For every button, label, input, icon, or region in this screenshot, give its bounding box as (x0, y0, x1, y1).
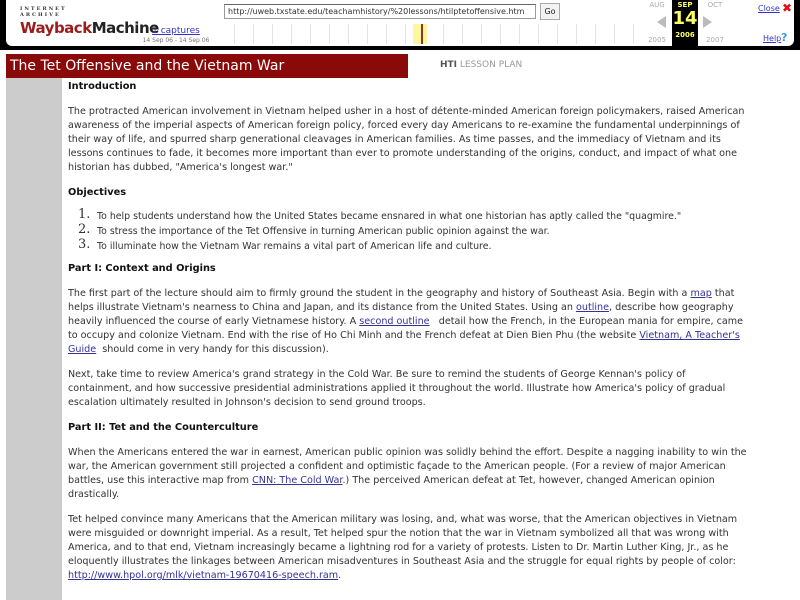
go-button[interactable]: Go (540, 3, 560, 20)
wordmark-machine: Machine (91, 19, 159, 37)
capture-timeline[interactable] (216, 24, 641, 44)
objective-item (68, 237, 748, 254)
wayback-machine-wordmark (20, 19, 159, 37)
cnn-cold-war-link[interactable]: CNN: The Cold War (252, 475, 343, 486)
text-segment: , describe how geography heavily influenced the course of early Vietnamese history. A (68, 302, 734, 327)
page-title: The Tet Offensive and the Vietnam War (10, 58, 285, 74)
objectives-heading: Objectives (68, 187, 127, 198)
text-segment: should come in very handy for this discussion). (96, 344, 329, 355)
next-year-label[interactable]: 2007 (706, 36, 724, 44)
part1-paragraph-1 (68, 287, 748, 357)
close-link[interactable]: Close (758, 4, 780, 13)
lesson-plan-label (440, 60, 522, 70)
lesson-plan-text: LESSON PLAN (457, 60, 523, 70)
objective-number: 1. (78, 207, 91, 222)
prev-capture-arrow-icon[interactable] (657, 16, 666, 28)
text-segment: Tet helped convince many Americans that the American military was losing, and, what was worse, that the American objectives in Vietnam were misguided or downright imperial. As a result, Tet helped spur the notion that the war in Vietnam symbolized all that was wrong with America, and to that end, Vietnam increasingly became a lightning rod for a variety of protests. Listen to Dr. Martin Luther King, Jr., as he eloquently illustrates the linkages between American misadventures in Southeast Asia and the struggle for equal rights by people of color: (68, 514, 738, 567)
introduction-heading: Introduction (68, 81, 137, 92)
wordmark-wayback: Wayback (20, 19, 92, 37)
current-day: 14 (672, 8, 698, 29)
prev-year-label[interactable]: 2005 (648, 36, 666, 44)
objective-text: To stress the importance of the Tet Offensive in turning American public opinion against the war. (97, 226, 550, 237)
current-year: 2006 (675, 31, 695, 39)
timeline-capture-mark[interactable] (421, 24, 423, 44)
text-segment: that helps illustrate Vietnam's nearness to China and Japan, and its distance from the United States. Using an (68, 288, 735, 313)
text-segment: When the Americans entered the war in earnest, American public opinion was solidly behind the effort. Despite a nagging inability to win the war, the American government still projected a confident and optimistic façade to the American people. (For a review of major American battles, use this interactive map from (68, 447, 747, 486)
text-segment: The first part of the lecture should aim to firmly ground the student in the geography and history of Southeast Asia. Begin with a (68, 288, 691, 299)
text-segment: detail how the French, in the European mania for empire, came to occupy and colonize Vietnam. End with the rise of Ho Chi Minh and the French defeat at Dien Bien Phu (the website (68, 316, 747, 341)
second-outline-link[interactable]: second outline (359, 316, 430, 327)
objective-item (68, 222, 748, 239)
captures-info (136, 26, 216, 44)
text-segment: .) The perceived American defeat at Tet, however, changed American opinion drastically. (68, 475, 715, 500)
hti-label: HTI (440, 60, 458, 70)
teachers-guide-link[interactable]: Vietnam, A Teacher's Guide (68, 330, 740, 355)
wayback-logo[interactable] (20, 6, 159, 37)
url-input[interactable]: http://uweb.txstate.edu/teachamhistory/%20lessons/htilptetoffensive.htm (224, 4, 536, 19)
objectives-list (68, 207, 748, 254)
next-month-label[interactable]: OCT (707, 1, 723, 9)
prev-month-label[interactable]: AUG (649, 1, 665, 9)
current-month: SEP (677, 1, 693, 9)
objective-item (68, 207, 748, 224)
next-capture-arrow-icon[interactable] (703, 16, 712, 28)
part1-heading: Part I: Context and Origins (68, 263, 216, 274)
page-title-bar (6, 54, 408, 78)
lesson-content (68, 80, 748, 594)
captures-range: 14 Sep 06 - 14 Sep 06 (142, 37, 210, 44)
part2-paragraph-2 (68, 513, 748, 583)
internet-archive-label: INTERNET ARCHIVE (20, 6, 67, 18)
text-segment: . (338, 570, 342, 581)
wayback-toolbar-inner (6, 0, 794, 46)
outline-link[interactable]: outline (576, 302, 610, 313)
wayback-toolbar (0, 0, 800, 50)
objective-text: To illuminate how the Vietnam War remains a vital part of American life and culture. (97, 241, 492, 252)
close-icon[interactable]: ✖ (782, 1, 793, 15)
part2-heading: Part II: Tet and the Counterculture (68, 422, 259, 433)
objective-number: 3. (78, 237, 91, 252)
objective-number: 2. (78, 222, 91, 237)
part2-paragraph-1 (68, 446, 748, 502)
captures-link[interactable]: 1 captures (152, 26, 200, 36)
timeline-highlight (413, 24, 427, 44)
mlk-speech-link[interactable]: http://www.hpol.org/mlk/vietnam-19670416-speech.ram (68, 570, 339, 581)
objective-text: To help students understand how the United States became ensnared in what one historian has aptly called the "quagmire." (97, 211, 682, 222)
part1-paragraph-2: Next, take time to review America's grand strategy in the Cold War. Be sure to remind the students of George Kennan's policy of containment, and how successive presidential administrations applied it throughout the world. Illustrate how America's policy of gradual escalation ultimately resulted in Johnson's decision to send ground troops. (68, 369, 726, 408)
help-link[interactable]: Help (763, 34, 782, 43)
map-link[interactable]: map (690, 288, 712, 299)
help-icon[interactable]: ? (781, 31, 788, 44)
current-capture-date (672, 0, 698, 46)
left-sidebar-column (6, 78, 62, 600)
introduction-paragraph: The protracted American involvement in Vietnam helped usher in a host of détente-minded American foreign policymakers, raised American awareness of the imperial aspects of American foreign policy, forced every day Americans to re-examine the fundamental underpinnings of their way of life, and spurred sharp generational cleavages in American families. As time passes, and the immediacy of Vietnam and its lessons continues to fade, it becomes more important than ever to promote understanding of the origins, conduct, and impact of what one historian has dubbed, "America's longest war." (68, 106, 745, 173)
